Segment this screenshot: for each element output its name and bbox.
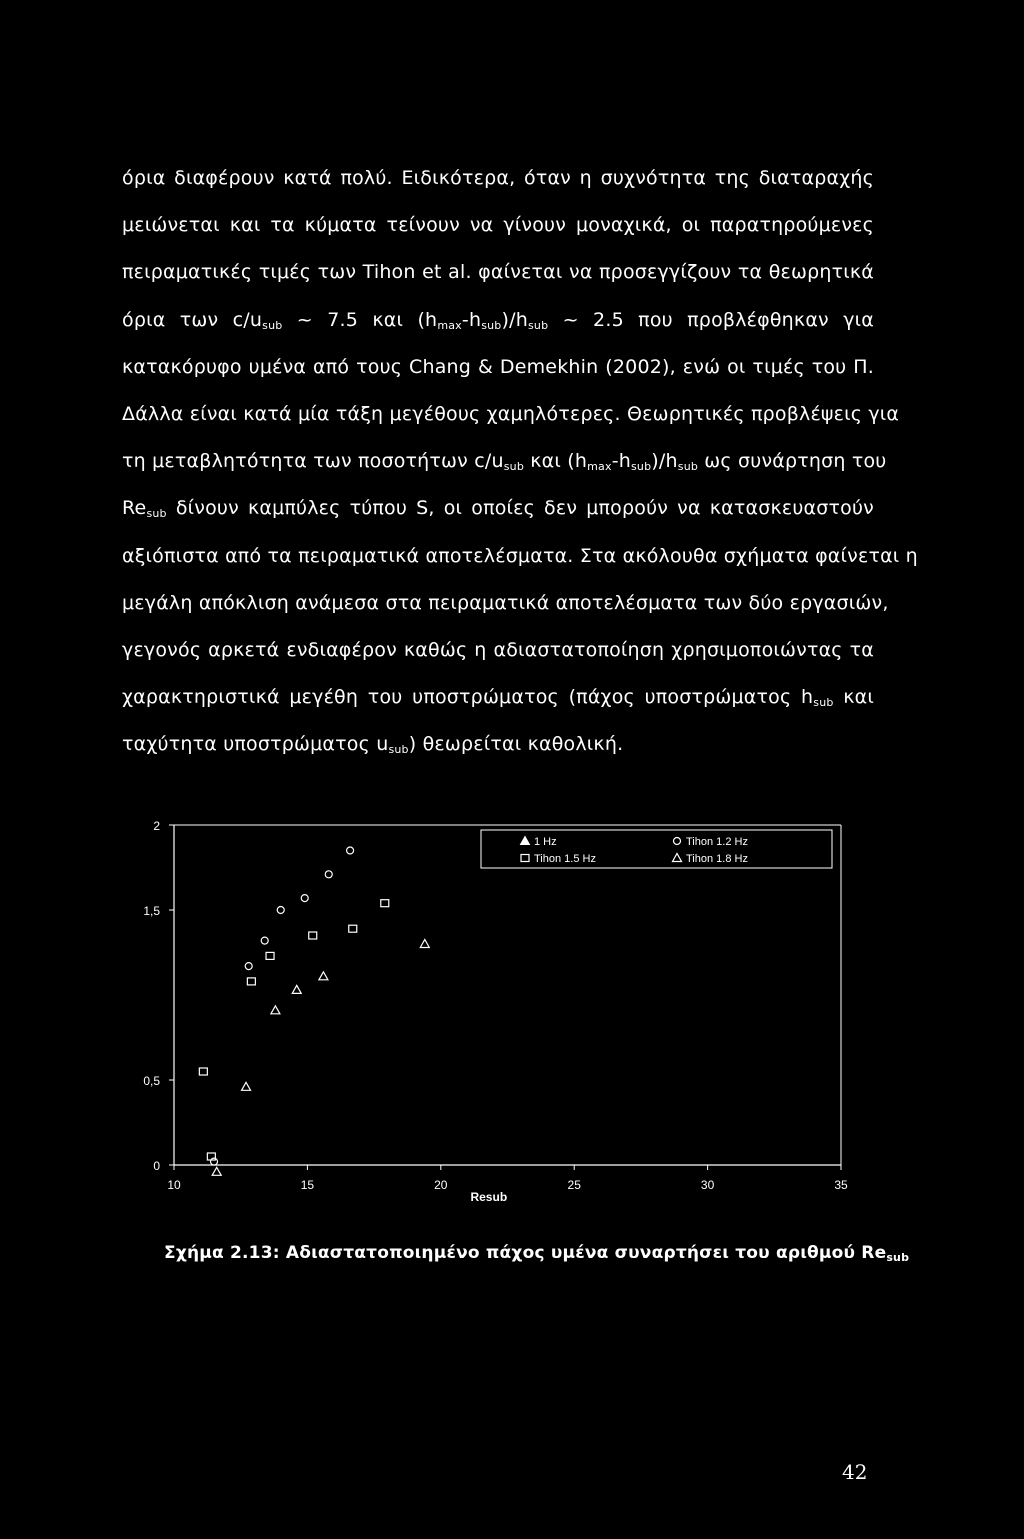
legend-label: Tihon 1.8 Hz	[686, 853, 748, 865]
text-line: μεγάλη απόκλιση ανάμεσα στα πειραματικά αποτελέσματα των δύο εργασιών,	[122, 591, 889, 614]
text-line: τη μεταβλητότητα των ποσοτήτων $c/u_{sub}$ και $(h_{max}-h_{sub})/h_{sub}$ ως συνάρτηση του	[122, 450, 887, 474]
x-tick-label: 15	[300, 1178, 315, 1192]
text-line: μειώνεται και τα κύματα τείνουν να γίνουν μοναχικά, οι παρατηρούμενες	[122, 214, 874, 237]
data-point	[211, 1158, 218, 1165]
data-point	[247, 978, 255, 985]
text-line: $Re_{sub}$ δίνουν καμπύλες τύπου S, οι οποίες δεν μπορούν να κατασκευαστούν	[122, 497, 874, 521]
x-tick-label: 35	[834, 1178, 848, 1192]
text-line: κατακόρυφο υμένα από τους Chang & Demekhin (2002), ενώ οι τιμές του Π.	[122, 355, 874, 378]
text-line: όρια των $c/u_{sub}$ ~ 7.5 και $(h_{max}-h_{sub})/h_{sub}$ ~ 2.5 που προβλέφθηκαν για	[122, 308, 874, 332]
data-point	[309, 932, 317, 939]
data-point	[199, 1068, 207, 1075]
text-line: χαρακτηριστικά μεγέθη του υποστρώματος (πάχος υποστρώματος $h_{sub}$ και	[122, 686, 875, 710]
y-tick-label: 1,5	[143, 904, 160, 918]
data-point	[319, 972, 328, 980]
figure-caption: Σχήμα 2.13: Αδιαστατοποιημένο πάχος υμένα συναρτήσει του αριθμού $Re_{sub}$	[164, 1243, 910, 1264]
text-line: ταχύτητα υποστρώματος $u_{sub}$) θεωρείται καθολική.	[122, 733, 624, 757]
x-tick-label: 10	[167, 1178, 181, 1192]
data-point	[212, 1167, 221, 1175]
data-point	[301, 895, 308, 902]
legend-label: Tihon 1.2 Hz	[686, 836, 748, 848]
x-tick-label: 30	[700, 1178, 715, 1192]
y-tick-label: 0	[153, 1159, 160, 1173]
data-point	[271, 1006, 280, 1014]
text-line: αξιόπιστα από τα πειραματικά αποτελέσματα. Στα ακόλουθα σχήματα φαίνεται η	[122, 544, 918, 567]
data-point	[292, 985, 301, 993]
data-point	[347, 847, 354, 854]
y-tick-label: 0,5	[143, 1074, 160, 1088]
data-point	[277, 907, 284, 914]
text-line: πειραματικές τιμές των Tihon et al. φαίνεται να προσεγγίζουν τα θεωρητικά	[122, 261, 874, 284]
x-tick-label: 20	[434, 1178, 448, 1192]
data-point	[266, 952, 274, 959]
data-point	[242, 1082, 251, 1090]
y-tick-label: 2	[153, 819, 160, 833]
data-point	[381, 900, 389, 907]
legend-label: Tihon 1.5 Hz	[534, 853, 596, 865]
text-line: γεγονός αρκετά ενδιαφέρον καθώς η αδιαστατοποίηση χρησιμοποιώντας τα	[122, 638, 874, 661]
data-point	[325, 871, 332, 878]
legend-label: 1 Hz	[534, 836, 557, 848]
x-tick-label: 25	[567, 1178, 581, 1192]
data-point	[245, 963, 252, 970]
data-point	[349, 925, 357, 932]
x-axis-label: Resub	[470, 1190, 508, 1204]
page-number: 42	[842, 1460, 868, 1484]
scatter-chart	[100, 805, 880, 1225]
text-line: Δάλλα είναι κατά μία τάξη μεγέθους χαμηλότερες. Θεωρητικές προβλέψεις για	[122, 402, 900, 425]
data-point	[261, 937, 268, 944]
data-point	[420, 940, 429, 948]
text-line: όρια διαφέρουν κατά πολύ. Ειδικότερα, όταν η συχνότητα της διαταραχής	[122, 167, 874, 189]
body-paragraph	[122, 155, 918, 768]
